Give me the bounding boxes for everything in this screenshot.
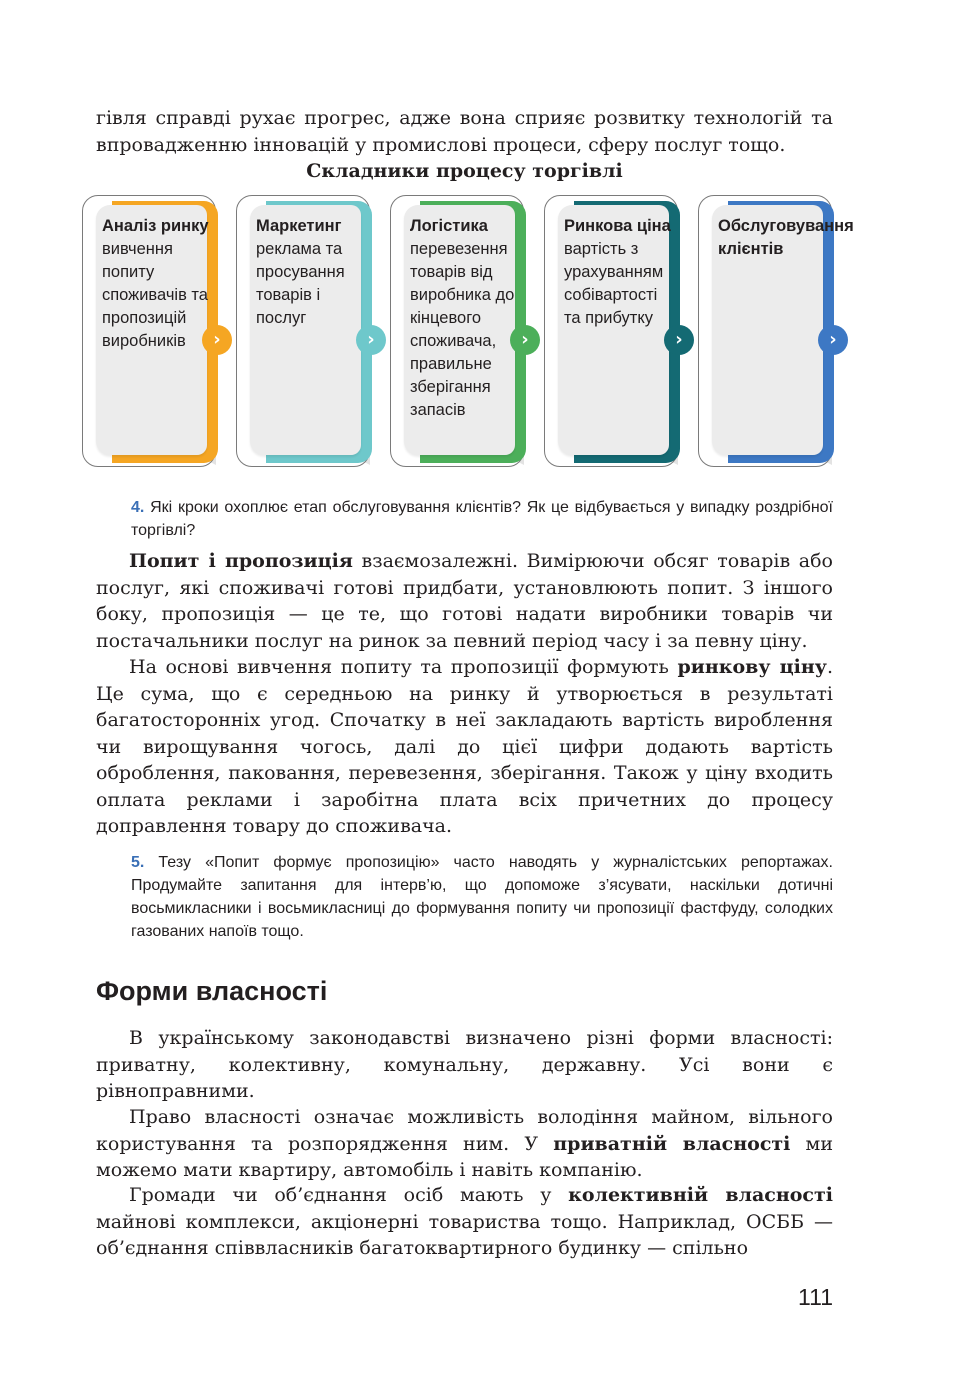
- process-step-card: [82, 195, 221, 469]
- card-body: перевезення товарів від виробника до кінцевого споживача, правильне зберігання запасів: [410, 240, 515, 419]
- card-body: реклама та просування товарів і послуг: [256, 240, 345, 327]
- para-collective-property: [96, 1182, 833, 1262]
- process-step-card: [236, 195, 375, 469]
- card-heading: Маркетинг: [256, 217, 342, 235]
- card-body: вартість з урахуванням собівартості та прибутку: [564, 240, 664, 327]
- chevron-right-icon: ›: [510, 325, 540, 355]
- para-demand-supply: [96, 548, 833, 654]
- para-collective-after: майнові комплекси, акціонерні товариства тощо. Наприклад, ОСББ — об’єднання співвласників багатоквартирного будинку — спільно: [96, 1210, 833, 1259]
- chevron-right-icon: ›: [818, 325, 848, 355]
- question-5-text: Тезу «Попит формує пропозицію» часто наводять у журналістських репортажах. Продумайте запитання для інтерв’ю, що допоможе з’ясувати, наскільки дотичні восьмикласники і восьмикласниці до формування попиту чи пропозиції фастфуду, солодких газованих напоїв тощо.: [131, 854, 833, 940]
- para-private-property: [96, 1104, 833, 1184]
- term-demand-supply: Попит і пропозиція: [129, 550, 353, 572]
- chevron-right-icon: ›: [202, 325, 232, 355]
- process-step-card: [698, 195, 854, 469]
- card-heading: Аналіз ринку: [102, 217, 209, 235]
- para-price-before: На основі вивчення попиту та пропозиції формують: [129, 656, 678, 678]
- diagram-title: Складники процесу торгівлі: [306, 160, 623, 182]
- card-body: вивчення попиту споживачів та пропозицій виробників: [102, 240, 208, 350]
- para-private-before: Право власності означає можливість володіння майном, вільного користування та розпорядження ним. У: [96, 1106, 833, 1155]
- chevron-right-icon: ›: [664, 325, 694, 355]
- para-demand-text: взаємозалежні. Вимірюючи обсяг товарів або послуг, які споживачі готові придбати, установлюють попит. З іншого боку, пропозиція — це те, що готові надати виробники товарів чи постачальники послуг на ринок за певний період часу і за певну ціну.: [96, 550, 833, 652]
- card-heading: Логістика: [410, 217, 488, 235]
- card-text: [564, 215, 674, 330]
- term-market-price: ринкову ціну: [677, 656, 827, 678]
- process-step-card: [544, 195, 683, 469]
- question-4-text: Які кроки охоплює етап обслуговування клієнтів? Як це відбувається у випадку роздрібної торгівлі?: [131, 499, 833, 539]
- para-collective-before: Громади чи об’єднання осіб мають у: [129, 1184, 569, 1206]
- card-text: [718, 215, 854, 261]
- section-heading: Форми власності: [96, 976, 328, 1006]
- para-price-after: . Це сума, що є середньою на ринку й утворюється в результаті багатосторонніх угод. Спочатку в неї закладають вартість вироблення чи вирощування чогось, далі до цієї цифри додають вартість оброблення, паковання, перевезення, зберігання. Також у ціну входить оплата реклами і заробітна плата всіх причетних до процесу доправлення товару до споживача.: [96, 656, 834, 837]
- term-private-property: приватній власності: [553, 1132, 791, 1155]
- card-heading: Обслуговування клієнтів: [718, 217, 854, 258]
- process-step-card: [390, 195, 529, 469]
- para-private-after: ми можемо мати квартиру, автомобіль і навіть компанію.: [96, 1132, 833, 1181]
- chevron-right-icon: ›: [356, 325, 386, 355]
- page-number: 111: [798, 1284, 833, 1310]
- para-market-price: [96, 654, 833, 840]
- question-4: [131, 496, 833, 542]
- question-5: [131, 851, 833, 943]
- question-4-number: 4.: [131, 499, 145, 516]
- card-text: [410, 215, 520, 422]
- card-heading: Ринкова ціна: [564, 217, 671, 235]
- question-5-number: 5.: [131, 854, 145, 871]
- card-text: [256, 215, 366, 330]
- intro-paragraph: гівля справді рухає прогрес, адже вона сприяє розвитку технологій та впровадженню інновацій у промислові процеси, сферу послуг тощо.: [96, 107, 833, 156]
- card-text: [102, 215, 212, 353]
- term-collective-property: колективній власності: [568, 1184, 833, 1206]
- para-forms: В українському законодавстві визначено різні форми власності: приватну, колективну, комунальну, державну. Усі вони є рівноправними.: [96, 1027, 833, 1102]
